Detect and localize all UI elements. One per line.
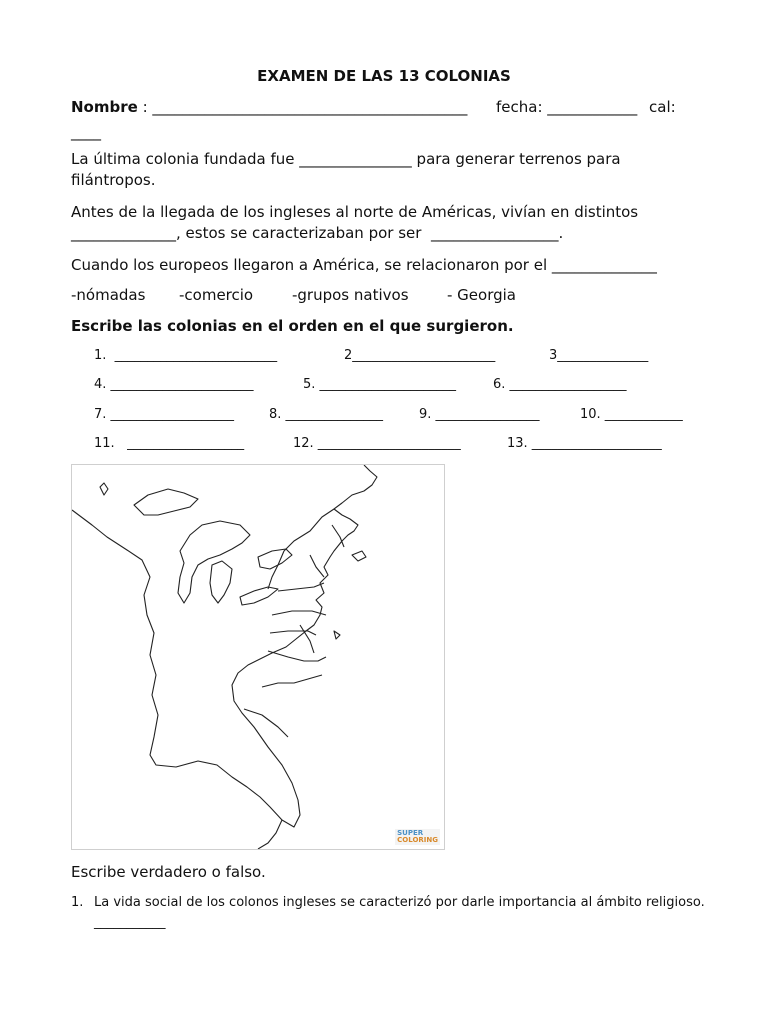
tf-answer-field[interactable]: ___________ [94, 915, 166, 930]
question-1-line-2: filántropos. [71, 171, 156, 189]
grade-field[interactable]: ____ [71, 123, 101, 141]
true-false-heading: Escribe verdadero o falso. [71, 863, 266, 881]
name-label: Nombre [71, 98, 138, 116]
colony-blank-10[interactable]: 10. ____________ [580, 407, 683, 422]
colony-blank-4[interactable]: 4. ______________________ [94, 377, 254, 392]
colony-blank-5[interactable]: 5. _____________________ [303, 377, 457, 392]
question-2-line-2: ______________, estos se caracterizaban por ser _________________. [71, 224, 564, 242]
colony-blank-13[interactable]: 13. ____________________ [507, 436, 662, 451]
word-bank-item: -comercio [179, 286, 254, 304]
logo-top-text: SUPER [397, 829, 424, 837]
page-title: EXAMEN DE LAS 13 COLONIAS [257, 67, 511, 85]
name-field[interactable]: : __________________________________________ [137, 98, 468, 116]
colony-blank-1[interactable]: 1. _________________________ [94, 348, 278, 363]
name-line [71, 97, 467, 117]
map-outline [72, 465, 444, 849]
date-field[interactable]: fecha: ____________ [496, 98, 638, 116]
map-logo [395, 829, 440, 845]
word-bank-item: - Georgia [447, 286, 516, 304]
colony-blank-12[interactable]: 12. ______________________ [293, 436, 461, 451]
question-3-line-1: Cuando los europeos llegaron a América, se relacionaron por el ______________ [71, 256, 657, 274]
colony-blank-11[interactable]: 11. __________________ [94, 436, 245, 451]
colonies-map [71, 464, 445, 850]
colony-blank-7[interactable]: 7. ___________________ [94, 407, 235, 422]
logo-bottom-text: COLORING [397, 836, 438, 844]
tf-item-number: 1. [71, 895, 84, 910]
question-2-line-1: Antes de la llegada de los ingleses al norte de Américas, vivían en distintos [71, 203, 639, 221]
tf-item-text: La vida social de los colonos ingleses se caracterizó por darle importancia al ámbito religioso. [94, 895, 705, 910]
colony-blank-3[interactable]: 3______________ [549, 348, 649, 363]
colony-blank-8[interactable]: 8. _______________ [269, 407, 384, 422]
colony-blank-9[interactable]: 9. ________________ [419, 407, 540, 422]
word-bank-item: -grupos nativos [292, 286, 409, 304]
colonies-heading: Escribe las colonias en el orden en el que surgieron. [71, 317, 514, 335]
question-1-line-1: La última colonia fundada fue _______________ para generar terrenos para [71, 150, 621, 168]
word-bank-item: -nómadas [71, 286, 146, 304]
grade-label: cal: [649, 98, 676, 116]
colony-blank-6[interactable]: 6. __________________ [493, 377, 627, 392]
colony-blank-2[interactable]: 2______________________ [344, 348, 496, 363]
